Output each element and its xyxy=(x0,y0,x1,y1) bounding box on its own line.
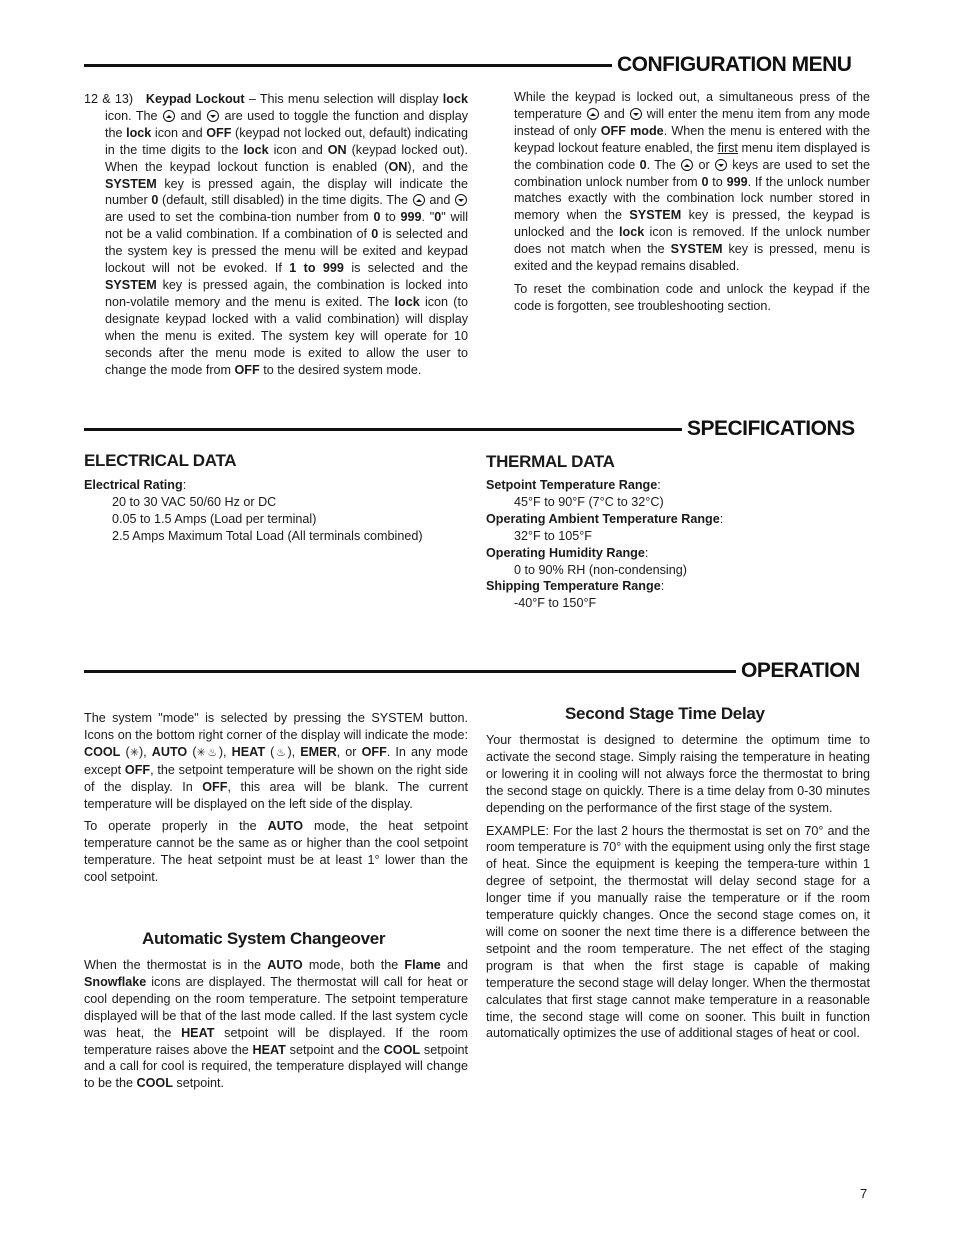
thermal-label: Operating Ambient Temperature Range xyxy=(486,511,720,526)
thermal-value: 45°F to 90°F (7°C to 32°C) xyxy=(514,494,664,509)
electrical-item: 0.05 to 1.5 Amps (Load per terminal) xyxy=(112,511,317,526)
reset-combination-paragraph: To reset the combination code and unlock the keypad if the code is forgotten, see troubleshooting section. xyxy=(514,281,870,313)
down-arrow-icon xyxy=(455,194,467,206)
electrical-data-heading: ELECTRICAL DATA xyxy=(84,451,237,470)
flame-icon: ♨ xyxy=(274,746,288,759)
second-stage-heading: Second Stage Time Delay xyxy=(565,704,765,723)
changeover-column xyxy=(84,957,468,1098)
electrical-rating-label: Electrical Rating xyxy=(84,478,183,492)
section-rule xyxy=(84,670,736,673)
section-title-specifications: SPECIFICATIONS xyxy=(687,417,855,440)
config-right-column xyxy=(514,89,870,321)
mode-paragraph: The system "mode" is selected by pressing the SYSTEM button. Icons on the bottom right corner of the display will indicate the mode: COOL (✳), AUTO (✳♨), HEAT (♨), EMER, or OFF. In any mode except OFF, the setpoint temperature will be shown on the right side of the display. In OFF, this area will be blank. The current temperature will be displayed on the left side of the display. xyxy=(84,711,468,811)
up-arrow-icon xyxy=(587,108,599,120)
electrical-item: 2.5 Amps Maximum Total Load (All terminals combined) xyxy=(112,528,423,543)
thermal-label: Operating Humidity Range xyxy=(486,545,645,560)
changeover-paragraph: When the thermostat is in the AUTO mode, both the Flame and Snowflake icons are displayed. The thermostat will call for heat or cool depending on the room temperature. The setpoint temperature displayed will be that of the last mode called. If the last system cycle was heat, the HEAT setpoint will be displayed. If the room temperature raises above the HEAT setpoint and the COOL setpoint and a call for cool is required, the temperature displayed will change to be the COOL setpoint. xyxy=(84,958,469,1091)
down-arrow-icon xyxy=(207,110,219,122)
thermal-value: -40°F to 150°F xyxy=(514,596,597,611)
thermal-data-heading: THERMAL DATA xyxy=(486,452,615,471)
thermal-value: 0 to 90% RH (non-condensing) xyxy=(514,562,687,577)
up-arrow-icon xyxy=(413,194,425,206)
up-arrow-icon xyxy=(681,159,693,171)
section-title-operation: OPERATION xyxy=(741,659,860,682)
flame-icon: ♨ xyxy=(205,746,219,759)
section-rule xyxy=(84,64,612,67)
config-left-column xyxy=(84,91,468,384)
snowflake-icon: ✳ xyxy=(129,746,139,759)
section-title-config: CONFIGURATION MENU xyxy=(617,53,852,76)
changeover-heading: Automatic System Changeover xyxy=(142,929,386,948)
electrical-data-block: Electrical Rating: 20 to 30 VAC 50/60 Hz or DC 0.05 to 1.5 Amps (Load per terminal) 2.5 Amps Maximum Total Load (All terminals combined) xyxy=(84,477,474,545)
thermal-label: Shipping Temperature Range xyxy=(486,579,661,594)
second-stage-paragraph: Your thermostat is designed to determine the optimum time to activate the second stage. Simply raising the temperature in heating or lowering it in cooling will not always force the thermostat to bring the second stage on quickly. There is a time delay from 0-30 minutes depending on the performance of the first stage of the system. xyxy=(486,733,870,815)
section-rule xyxy=(84,428,682,431)
snowflake-icon: ✳ xyxy=(196,746,206,759)
lockout-keypad-paragraph: While the keypad is locked out, a simultaneous press of the temperature and will enter the menu item from any mode instead of only OFF mode. When the menu is entered with the keypad lockout feature enabled, the first menu item displayed is the combination code 0. The or keys are used to set the combination unlock number from 0 to 999. If the unlock number matches exactly with the combination lock number stored in memory when the SYSTEM key is pressed, the keypad is unlocked and the lock icon is removed. If the unlock number does not match when the SYSTEM key is pressed, menu is exited and the keypad remains disabled. xyxy=(514,90,871,274)
auto-mode-paragraph: To operate properly in the AUTO mode, the heat setpoint temperature cannot be the same as or higher than the cool setpoint temperature. The heat setpoint must be at least 1° lower than the cool setpoint. xyxy=(84,819,468,885)
operation-right-column xyxy=(486,732,870,1048)
down-arrow-icon xyxy=(715,159,727,171)
up-arrow-icon xyxy=(163,110,175,122)
thermal-label: Setpoint Temperature Range xyxy=(486,478,658,492)
keypad-lockout-paragraph: 12 & 13) Keypad Lockout – This menu selection will display lock icon. The and are used to toggle the function and display the lock icon and OFF (keypad not locked out, default) indicating in the time digits to the lock icon and ON (keypad locked out). When the keypad lockout function is enabled (ON), and the SYSTEM key is pressed again, the display will indicate the number 0 (default, still disabled) in the time digits. The and are used to set the combina-tion number from 0 to 999. "0" will not be a valid combination. If a combination of 0 is selected and the system key is pressed the menu will be exited and keypad lockout will not be evoked. If 1 to 999 is selected and the SYSTEM key is pressed again, the combination is locked into non-volatile memory and the menu is exited. The lock icon (to designate keypad locked with a valid combination) will display when the menu is exited. The system key will operate for 10 seconds after the menu mode is exited to allow the user to change the mode from OFF to the desired system mode. xyxy=(84,92,468,377)
thermal-value: 32°F to 105°F xyxy=(514,528,592,543)
page-number: 7 xyxy=(860,1186,868,1201)
example-paragraph: EXAMPLE: For the last 2 hours the thermostat is set on 70° and the room temperature is 70° with the equipment using only the first stage of heat. Since the equipment is keeping the tempera-ture within 1 degree of setpoint, the thermostat will delay second stage for a longer time if you manually raise the temperature or if the room temperature quickly changes. Once the second stage comes on, it will come on sooner the next time there is a difference between the setpoint and the room temperature. The net effect of the staging program is that when the first stage is capable of making temperature the second stage will delay longer. When the thermostat calculates that first stage cannot make temperature in a reasonable time, the second stage will come on sooner. This built in function automatically optimizes the use of additional stages of heat or cool. xyxy=(486,823,870,1041)
electrical-item: 20 to 30 VAC 50/60 Hz or DC xyxy=(112,494,277,509)
down-arrow-icon xyxy=(630,108,642,120)
thermal-data-block: Setpoint Temperature Range: 45°F to 90°F (7°C to 32°C) Operating Ambient Temperature Range: 32°F to 105°F Operating Humidity Range: 0 to 90% RH (non-condensing) Shipping Temperature Range: -40°F to 150°F xyxy=(486,477,870,612)
operation-left-column xyxy=(84,710,468,892)
